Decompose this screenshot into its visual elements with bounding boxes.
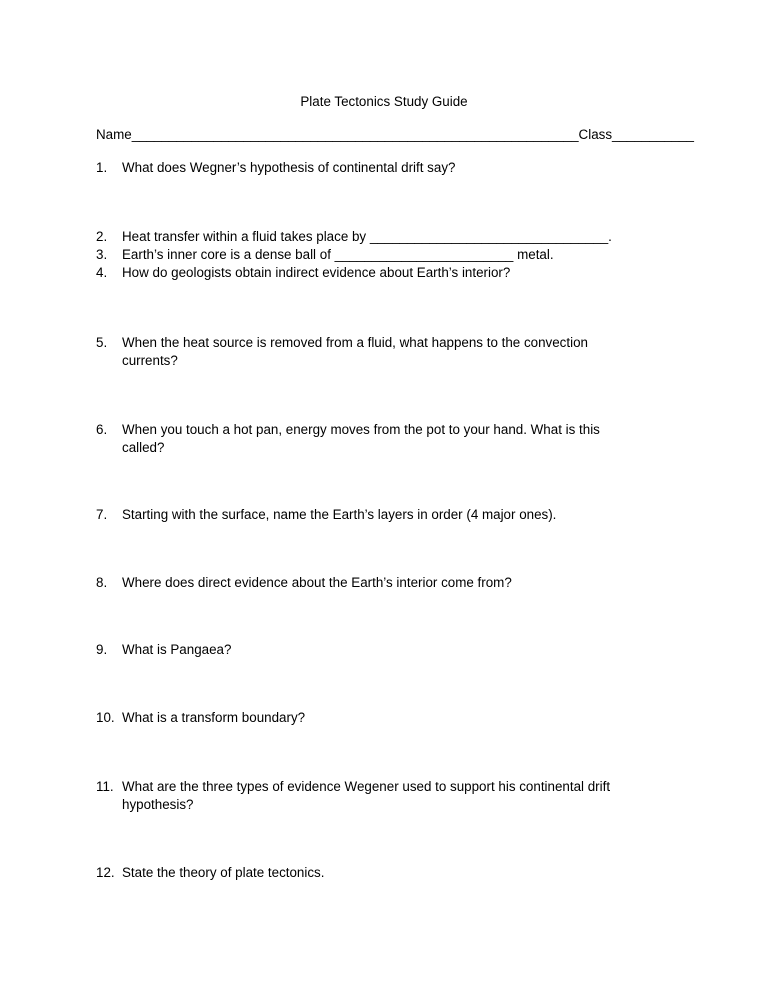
question-text [122,264,682,282]
question-number: 2. [96,229,108,244]
question-line: What does Wegner’s hypothesis of continental drift say? [122,160,456,175]
question-line: State the theory of plate tectonics. [122,865,325,880]
question-number: 5. [96,335,108,350]
question-number: 1. [96,160,108,175]
question-line: When the heat source is removed from a fluid, what happens to the convection [122,335,588,350]
question-number: 4. [96,265,108,280]
question-number: 12. [96,865,115,880]
document-title: Plate Tectonics Study Guide [300,94,468,109]
question-line: Where does direct evidence about the Earth’s interior come from? [122,575,512,590]
question-text [122,334,682,370]
question-text [122,641,682,659]
question-text [122,778,682,814]
question-number: 9. [96,642,108,657]
question-line: Heat transfer within a fluid takes place by ________________________________. [122,229,612,244]
question-line: called? [122,440,165,455]
question-text [122,709,682,727]
question-text [122,421,682,457]
question-line: What is Pangaea? [122,642,232,657]
question-number: 7. [96,507,108,522]
question-number: 8. [96,575,108,590]
question-line: hypothesis? [122,797,194,812]
name-class-line: Name____________________________________________________________Class___________ [96,127,694,142]
question-number: 6. [96,422,108,437]
question-line: How do geologists obtain indirect evidence about Earth’s interior? [122,265,511,280]
question-line: What are the three types of evidence Wegener used to support his continental drift [122,779,611,794]
question-number: 3. [96,247,108,262]
question-line: Starting with the surface, name the Earth’s layers in order (4 major ones). [122,507,557,522]
question-line: currents? [122,353,178,368]
question-text [122,228,682,246]
question-text [122,864,682,882]
question-line: What is a transform boundary? [122,710,306,725]
question-text [122,159,682,177]
question-text [122,506,682,524]
question-number: 10. [96,710,115,725]
question-text [122,246,682,264]
question-text [122,574,682,592]
question-line: Earth’s inner core is a dense ball of ________________________ metal. [122,247,554,262]
question-number: 11. [96,779,114,794]
question-line: When you touch a hot pan, energy moves from the pot to your hand. What is this [122,422,600,437]
